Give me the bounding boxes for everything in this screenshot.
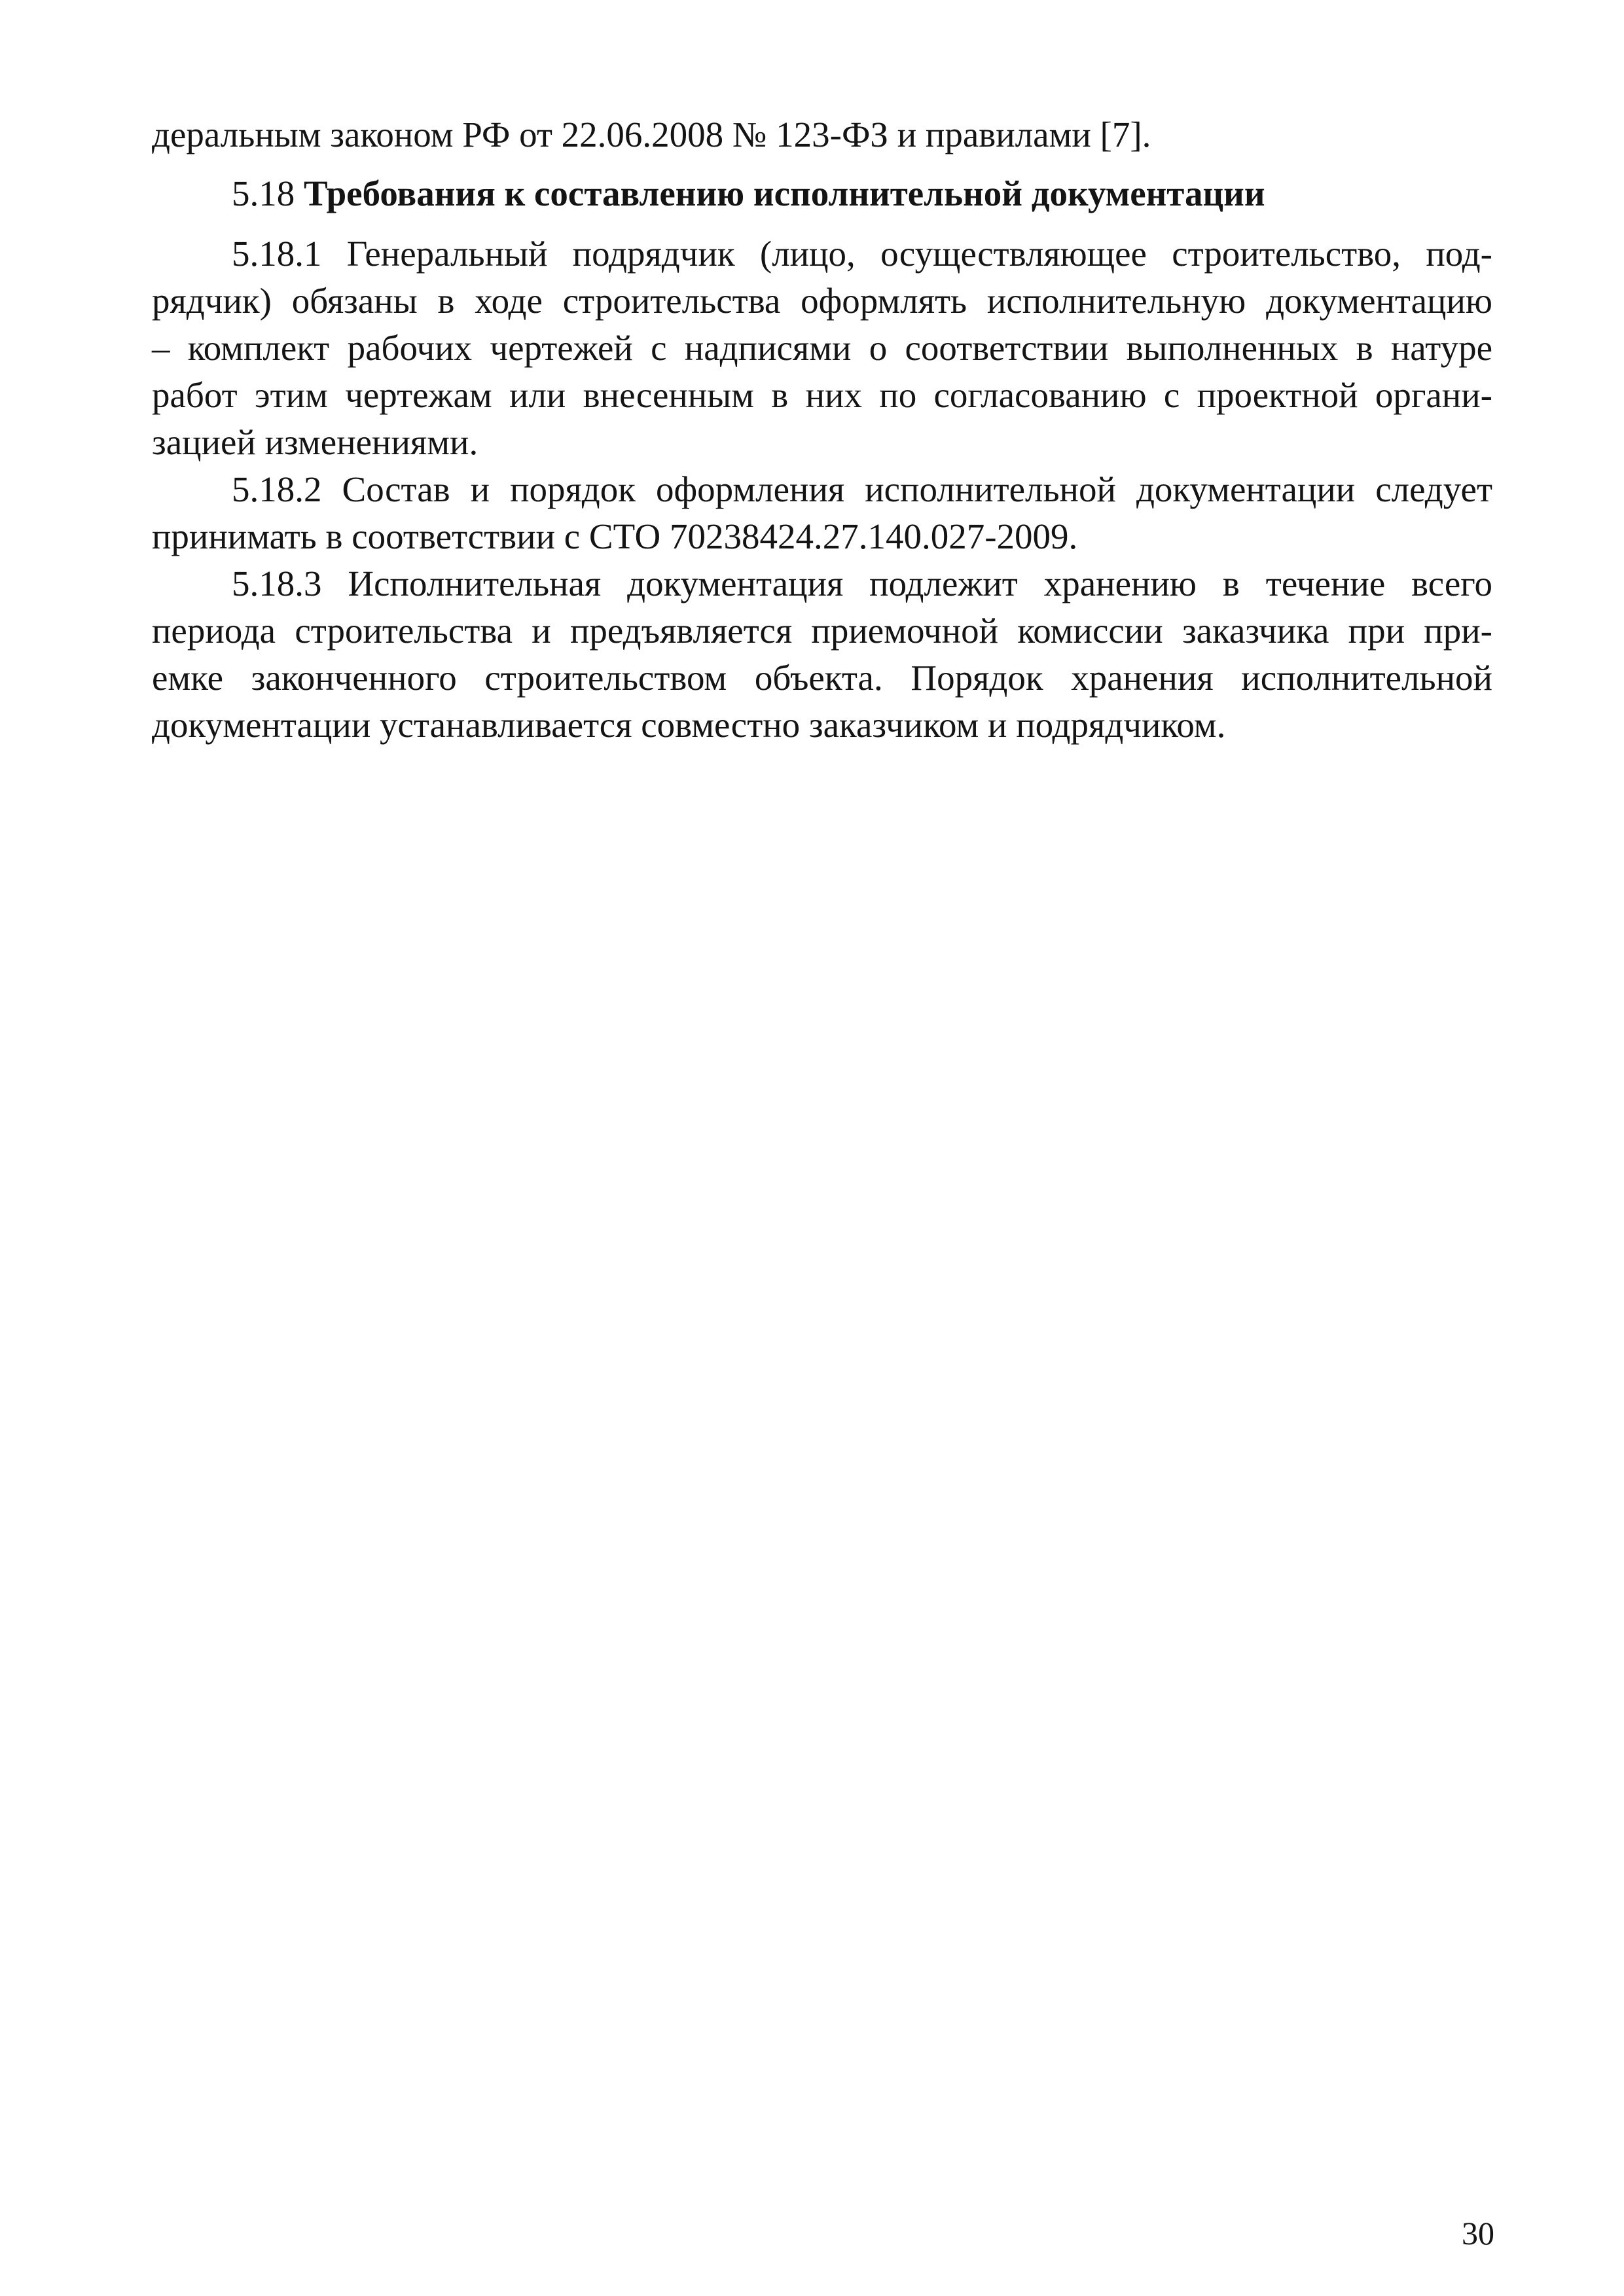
paragraph-line: работ этим чертежам или внесенным в них по согласованию с проектной органи-	[152, 375, 1492, 415]
paragraph-line: 5.18.2 Состав и порядок оформления исполнительной документации следует	[232, 469, 1492, 509]
paragraph-line: принимать в соответствии с СТО 70238424.27.140.027-2009.	[152, 516, 1078, 556]
paragraph-5-18-3	[152, 560, 1492, 749]
section-number: 5.18	[232, 173, 295, 213]
document-page	[152, 111, 1492, 749]
paragraph-line: периода строительства и предъявляется приемочной комиссии заказчика при при-	[152, 611, 1492, 651]
paragraph-line: 5.18.3 Исполнительная документация подлежит хранению в течение всего	[232, 564, 1492, 603]
section-title: Требования к составлению исполнительной документации	[304, 173, 1265, 213]
paragraph-line: документации устанавливается совместно заказчиком и подрядчиком.	[152, 705, 1226, 745]
paragraph-line: 5.18.1 Генеральный подрядчик (лицо, осуществляющее строительство, под-	[232, 234, 1492, 274]
paragraph-line: – комплект рабочих чертежей с надписями о соответствии выполненных в натуре	[152, 328, 1492, 368]
page-number: 30	[1462, 2215, 1494, 2251]
paragraph-line: рядчик) обязаны в ходе строительства оформлять исполнительную документацию	[152, 281, 1492, 321]
paragraph-line: зацией изменениями.	[152, 422, 478, 462]
paragraph-5-18-1	[152, 230, 1492, 466]
paragraph-line: емке законченного строительством объекта. Порядок хранения исполнительной	[152, 658, 1492, 698]
carry-over-line: деральным законом РФ от 22.06.2008 № 123-ФЗ и правилами [7].	[152, 115, 1151, 154]
section-heading	[152, 170, 1492, 217]
paragraph-5-18-2	[152, 466, 1492, 560]
